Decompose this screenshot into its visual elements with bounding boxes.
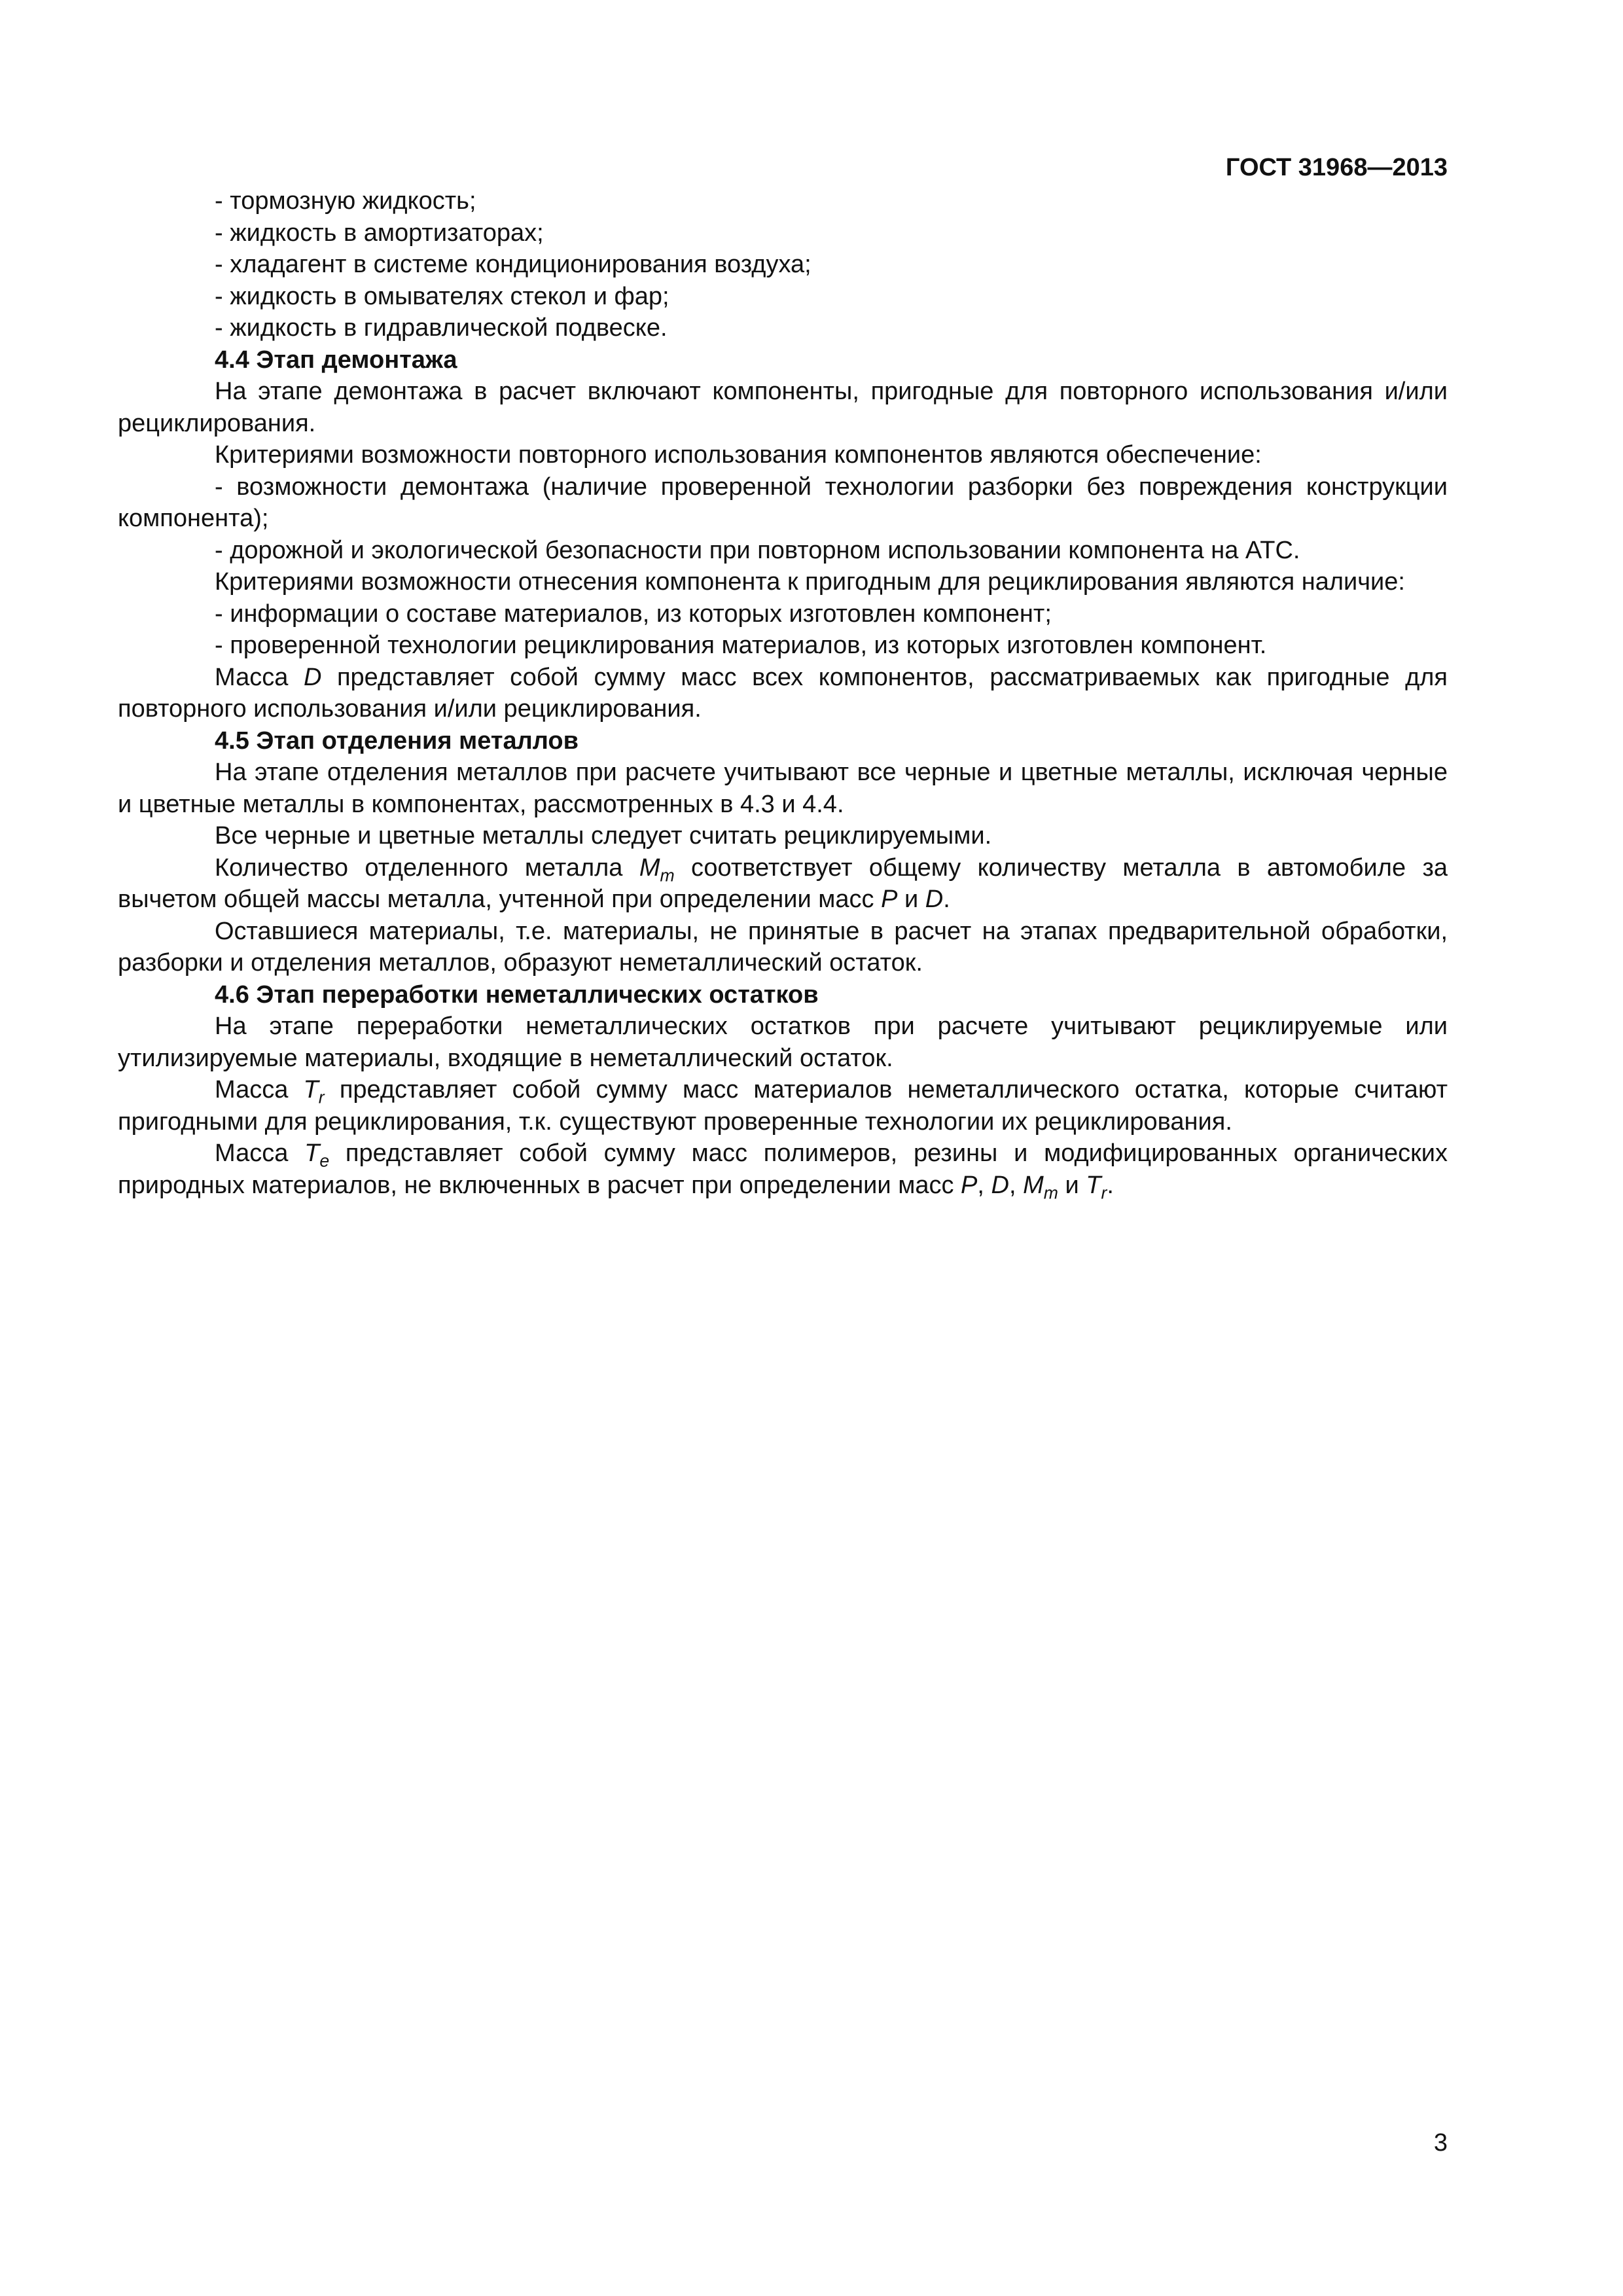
list-item-washer-fluid: - жидкость в омывателях стекол и фар; [215, 282, 669, 310]
variable-m-m [1023, 1171, 1058, 1203]
section-heading-4-5: 4.5 Этап отделения металлов [215, 726, 579, 755]
text-fragment: Масса [215, 1139, 305, 1167]
text-fragment: представляет собой сумму масс материалов неметаллического остатка, которые считают пригодными для рециклирования, т.к. существуют проверенные технологии их рециклирования. [118, 1076, 1448, 1136]
paragraph-reuse-criteria: Критериями возможности повторного использования компонентов являются обеспечение: [215, 441, 1262, 469]
variable-t-subscript: r [1101, 1183, 1107, 1203]
section-heading-4-4: 4.4 Этап демонтажа [215, 346, 457, 374]
text-fragment: и [897, 886, 925, 913]
text-fragment: Количество отделенного металла [215, 853, 639, 882]
text-fragment: . [1107, 1171, 1114, 1199]
paragraph-mass-d [118, 662, 1448, 725]
variable-p: P [961, 1171, 978, 1199]
variable-m-subscript: m [1043, 1183, 1058, 1203]
text-fragment: Масса [215, 663, 304, 691]
variable-t-subscript: e [319, 1151, 330, 1171]
variable-t-symbol: T [303, 1076, 319, 1103]
paragraph-separated-metal-mm [118, 852, 1448, 916]
paragraph-mass-tr [118, 1074, 1448, 1138]
variable-t-symbol: T [1086, 1171, 1101, 1199]
variable-t-r [303, 1076, 325, 1107]
list-item-shock-absorber-fluid: - жидкость в амортизаторах; [215, 219, 544, 247]
text-fragment: представляет собой сумму масс полимеров, резины и модифицированных органических природных материалов, не включенных в расчет при определении масс [118, 1139, 1448, 1199]
text-fragment: и [1058, 1171, 1086, 1199]
text-fragment: , [977, 1171, 991, 1199]
list-item-brake-fluid: - тормозную жидкость; [215, 187, 476, 215]
variable-d: D [303, 663, 322, 691]
section-heading-4-6: 4.6 Этап переработки неметаллических остатков [215, 980, 819, 1009]
variable-p: P [881, 886, 898, 913]
paragraph-mass-te [118, 1138, 1448, 1201]
text-fragment: . [943, 886, 950, 913]
list-item-hydraulic-suspension-fluid: - жидкость в гидравлической подвеске. [215, 314, 668, 342]
document-body [118, 185, 1448, 1201]
paragraph-recycling-technology: - проверенной технологии рециклирования материалов, из которых изготовлен компонент. [215, 632, 1267, 659]
paragraph-dismantling-intro: На этапе демонтажа в расчет включают компоненты, пригодные для повторного использования и/или рециклирования. [118, 378, 1448, 437]
variable-m-symbol: M [1023, 1171, 1044, 1199]
paragraph-recycling-criteria: Критериями возможности отнесения компонента к пригодным для рециклирования являются наличие: [215, 568, 1405, 596]
paragraph-nonmetal-processing-intro: На этапе переработки неметаллических остатков при расчете учитывают рециклируемые или утилизируемые материалы, входящие в неметаллический остаток. [118, 1013, 1448, 1072]
variable-m-m [639, 853, 675, 886]
text-fragment: Масса [215, 1076, 304, 1103]
paragraph-metal-separation-intro: На этапе отделения металлов при расчете учитывают все черные и цветные металлы, исключая черные и цветные металлы в компонентах, рассмотренных в 4.3 и 4.4. [118, 759, 1448, 818]
variable-t-e [304, 1139, 330, 1171]
variable-d: D [925, 886, 944, 913]
document-code-header: ГОСТ 31968—2013 [1225, 154, 1448, 181]
text-fragment: представляет собой сумму масс всех компонентов, рассматриваемых как пригодные для повторного использования и/или рециклирования. [118, 663, 1448, 723]
variable-t-symbol: T [304, 1139, 320, 1167]
variable-d: D [991, 1171, 1009, 1199]
page-number: 3 [1433, 2129, 1448, 2157]
variable-m-symbol: M [639, 853, 660, 882]
list-item-refrigerant: - хладагент в системе кондиционирования воздуха; [215, 251, 812, 278]
paragraph-safety-criterion: - дорожной и экологической безопасности при повторном использовании компонента на АТС. [215, 536, 1300, 564]
paragraph-dismantling-possibility: - возможности демонтажа (наличие проверенной технологии разборки без повреждения конструкции компонента); [118, 473, 1448, 532]
text-fragment: , [1008, 1171, 1024, 1199]
paragraph-metals-recyclable: Все черные и цветные металлы следует считать рециклируемыми. [215, 822, 992, 850]
variable-t-r [1086, 1171, 1107, 1203]
variable-m-subscript: m [660, 865, 675, 886]
paragraph-material-info: - информации о составе материалов, из которых изготовлен компонент; [215, 600, 1052, 628]
variable-t-subscript: r [318, 1087, 325, 1107]
text-fragment: соответствует общему количеству металла в автомобиле за вычетом общей массы металла, учтенной при определении масс [118, 853, 1448, 913]
paragraph-remaining-materials: Оставшиеся материалы, т.е. материалы, не принятые в расчет на этапах предварительной обработки, разборки и отделения металлов, образуют неметаллический остаток. [118, 917, 1448, 977]
